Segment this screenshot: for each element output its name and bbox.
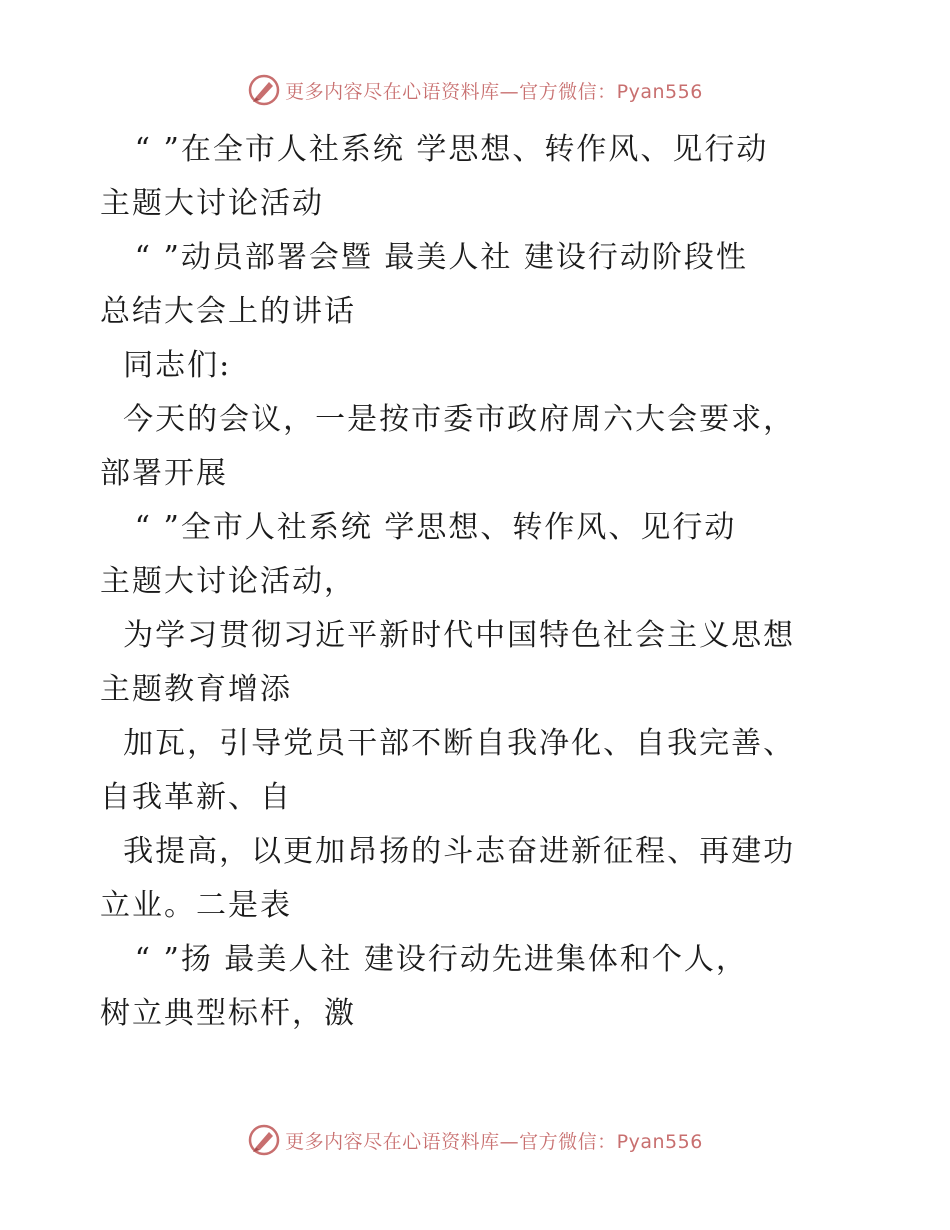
text-line: “ ”动员部署会暨 最美人社 建设行动阶段性 xyxy=(100,240,748,275)
text-line: “ ”全市人社系统 学思想、转作风、见行动 xyxy=(100,510,737,545)
text-line: 自我革新、自 xyxy=(100,780,292,815)
text-line: 主题大讨论活动， xyxy=(100,564,356,599)
document-body xyxy=(100,123,860,1041)
text-line: “ ”在全市人社系统 学思想、转作风、见行动 xyxy=(100,132,769,167)
text-line: 主题大讨论活动 xyxy=(100,186,324,221)
footer-watermark-banner xyxy=(0,1120,950,1160)
pen-nib-icon xyxy=(247,73,281,107)
text-line: 今天的会议，一是按市委市政府周六大会要求， xyxy=(100,402,796,437)
text-line: 立业。二是表 xyxy=(100,888,292,923)
text-line: 树立典型标杆，激 xyxy=(100,996,356,1031)
text-line: 为学习贯彻习近平新时代中国特色社会主义思想 xyxy=(100,618,796,653)
text-line: 主题教育增添 xyxy=(100,672,292,707)
pen-nib-icon xyxy=(247,1123,281,1157)
text-line: 我提高，以更加昂扬的斗志奋进新征程、再建功 xyxy=(100,834,796,869)
watermark-text: 更多内容尽在心语资料库—官方微信：Pyan556 xyxy=(285,1130,703,1153)
watermark-text: 更多内容尽在心语资料库—官方微信：Pyan556 xyxy=(285,80,703,103)
text-line: 部署开展 xyxy=(100,456,228,491)
text-line: “ ”扬 最美人社 建设行动先进集体和个人， xyxy=(100,942,748,977)
text-line: 同志们: xyxy=(100,348,232,383)
text-line: 总结大会上的讲话 xyxy=(100,294,356,329)
header-watermark-banner xyxy=(0,70,950,110)
text-line: 加瓦，引导党员干部不断自我净化、自我完善、 xyxy=(100,726,796,761)
